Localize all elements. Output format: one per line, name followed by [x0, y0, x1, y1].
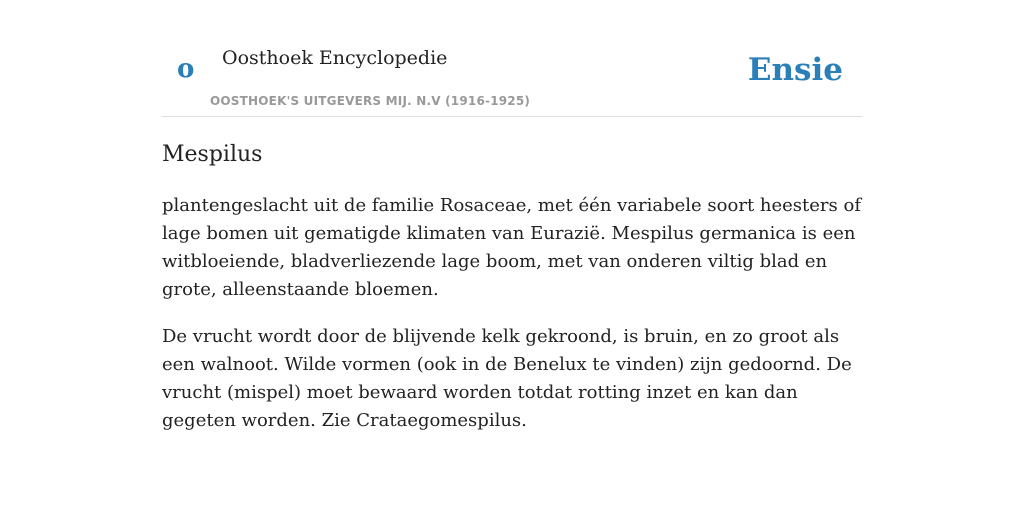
publisher-label: OOSTHOEK'S UITGEVERS MIJ. N.V (1916-1925) — [210, 94, 531, 108]
source-header — [162, 0, 862, 117]
source-title-link[interactable]: Oosthoek Encyclopedie — [222, 47, 448, 69]
entry-paragraph: De vrucht wordt door de blijvende kelk gekroond, is bruin, en zo groot als een walnoot. Wilde vormen (ook in de Benelux te vinden) zijn gedoornd. De vrucht (mispel) moet bewaard worden totdat rotting inzet en kan dan gegeten worden. Zie Crataegomespilus. — [162, 326, 852, 431]
source-logo[interactable]: o — [177, 54, 195, 84]
entry-paragraph: plantengeslacht uit de familie Rosaceae, met één variabele soort heesters of lage bomen uit gematigde klimaten van Eurazië. Mespilus germanica is een witbloeiende, bladverliezende lage boom, met van onderen viltig blad en grote, alleenstaande bloemen. — [162, 195, 861, 300]
ensie-logo-link[interactable]: Ensie — [747, 52, 843, 88]
entry-title: Mespilus — [162, 142, 263, 167]
page-container — [162, 0, 862, 431]
entry-body — [162, 192, 862, 454]
